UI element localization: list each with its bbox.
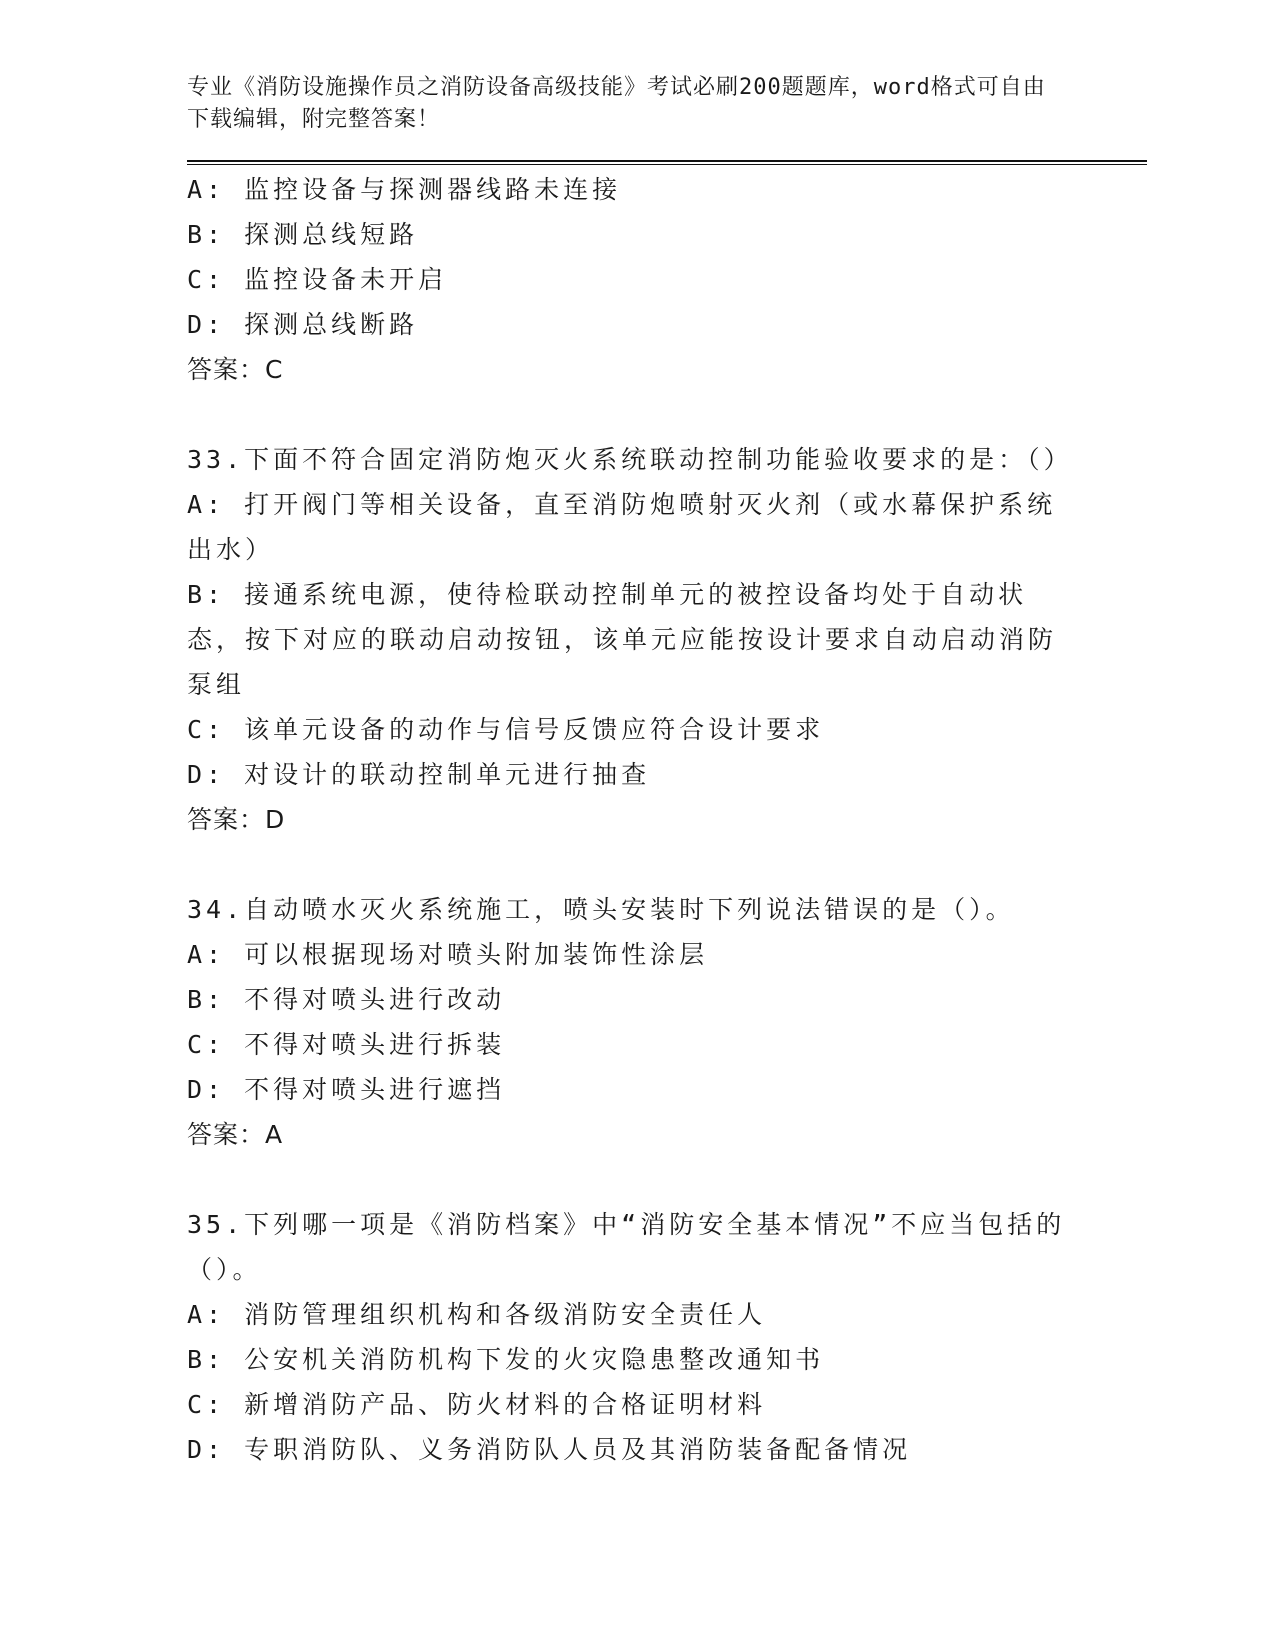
question-stem: 33.下面不符合固定消防炮灭火系统联动控制功能验收要求的是：（）: [187, 445, 1073, 474]
answer-line: 答案：A: [187, 1120, 284, 1149]
option-b: B: 不得对喷头进行改动: [187, 985, 506, 1014]
option-d: D: 对设计的联动控制单元进行抽查: [187, 760, 651, 789]
question-block-34: [187, 887, 1147, 1157]
document-page: [187, 72, 1147, 1472]
option-b: B: 接通系统电源，使待检联动控制单元的被控设备均处于自动状态，按下对应的联动启动按钮，该单元应能按设计要求自动启动消防泵组: [187, 580, 1058, 699]
answer-line: 答案：D: [187, 805, 286, 834]
option-d: D: 专职消防队、义务消防队人员及其消防装备配备情况: [187, 1435, 912, 1464]
option-b: B: 探测总线短路: [187, 220, 419, 249]
question-block-33: [187, 437, 1147, 842]
option-c: C: 新增消防产品、防火材料的合格证明材料: [187, 1390, 767, 1419]
answer-line: 答案：C: [187, 355, 284, 384]
option-c: C: 该单元设备的动作与信号反馈应符合设计要求: [187, 715, 825, 744]
option-a: A: 可以根据现场对喷头附加装饰性涂层: [187, 940, 709, 969]
question-stem: 34.自动喷水灭火系统施工，喷头安装时下列说法错误的是（）。: [187, 895, 1015, 924]
option-d: D: 探测总线断路: [187, 310, 419, 339]
option-a: A: 消防管理组织机构和各级消防安全责任人: [187, 1300, 767, 1329]
option-c: C: 不得对喷头进行拆装: [187, 1030, 506, 1059]
header-divider: [187, 160, 1147, 165]
document-header: 专业《消防设施操作员之消防设备高级技能》考试必刷200题题库，word格式可自由下载编辑，附完整答案！: [187, 75, 1046, 132]
spacer: [187, 392, 1147, 437]
option-d: D: 不得对喷头进行遮挡: [187, 1075, 506, 1104]
option-c: C: 监控设备未开启: [187, 265, 448, 294]
option-b: B: 公安机关消防机构下发的火灾隐患整改通知书: [187, 1345, 825, 1374]
option-a: A: 监控设备与探测器线路未连接: [187, 175, 622, 204]
question-stem: 35.下列哪一项是《消防档案》中“消防安全基本情况”不应当包括的（）。: [187, 1210, 1066, 1284]
question-block-32: [187, 167, 1147, 392]
spacer: [187, 1157, 1147, 1202]
spacer: [187, 842, 1147, 887]
question-block-35: [187, 1202, 1147, 1472]
option-a: A: 打开阀门等相关设备，直至消防炮喷射灭火剂（或水幕保护系统出水）: [187, 490, 1057, 564]
